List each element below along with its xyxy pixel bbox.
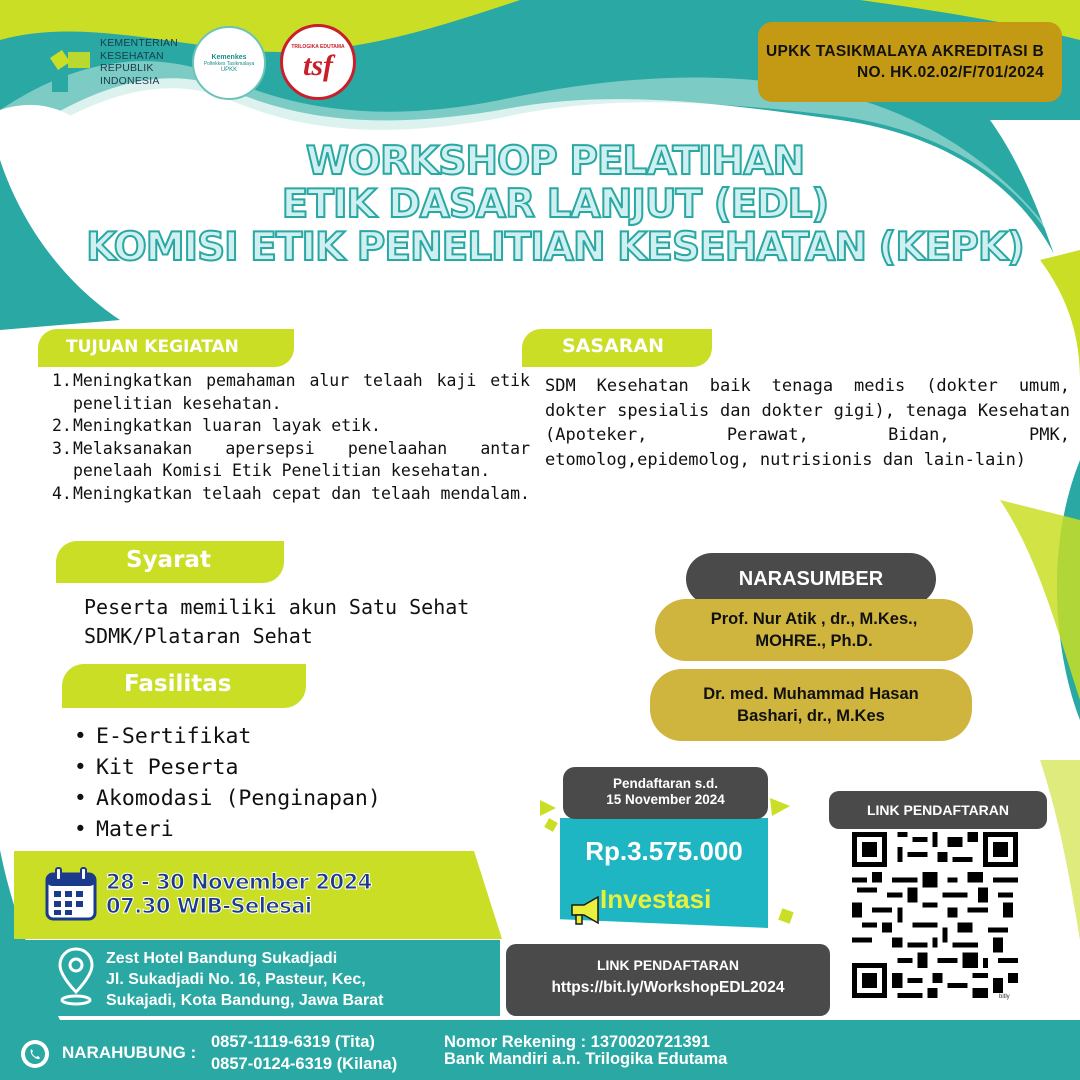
list-item-text: Meningkatkan pemahaman alur telaah kaji etik penelitian kesehatan. xyxy=(73,371,530,413)
contact-phone[interactable]: 0857-1119-6319 (Tita) xyxy=(211,1033,375,1051)
tsf-logo xyxy=(280,24,356,100)
price-label: Investasi xyxy=(600,884,712,914)
deadline-line1: Pendaftaran s.d. xyxy=(612,776,719,791)
title-line1: WORKSHOP PELATIHAN xyxy=(305,139,805,184)
title-line2: ETIK DASAR LANJUT (EDL) xyxy=(281,182,829,227)
syarat-line2: SDMK/Plataran Sehat xyxy=(84,624,313,648)
venue-line3: Sukajadi, Kota Bandung, Jawa Barat xyxy=(106,992,384,1009)
accreditation-badge xyxy=(758,22,1062,102)
syarat-heading: Syarat xyxy=(56,541,284,583)
list-item-number: 2. xyxy=(52,416,72,435)
price-amount: Rp.3.575.000 xyxy=(585,836,743,866)
upkk-logo-line1: Kemenkes xyxy=(211,53,247,61)
speaker-name-line1: Prof. Nur Atik , dr., M.Kes., xyxy=(710,610,918,628)
speaker-card xyxy=(650,669,972,741)
list-item-number: 3. xyxy=(52,438,72,458)
sasaran-text: SDM Kesehatan baik tenaga medis (dokter umum, dokter spesialis dan dokter gigi), tenaga Kesehatan (Apoteker, Perawat, Bidan, PMK, etomolog,epidemolog, nutrisionis dan lain-lain) xyxy=(545,376,1070,470)
syarat-text xyxy=(84,593,544,651)
accreditation-line2: NO. HK.02.02/F/701/2024 xyxy=(857,64,1044,81)
event-time: 07.30 WIB-Selesai xyxy=(106,894,312,918)
qr-code[interactable] xyxy=(852,832,1018,998)
title-line3: KOMISI ETIK PENELITIAN KESEHATAN (KEPK) xyxy=(86,225,1024,270)
tujuan-list xyxy=(52,370,530,505)
registration-deadline xyxy=(563,767,768,819)
list-item: • Kit Peserta xyxy=(74,752,381,783)
org-line: REPUBLIK xyxy=(100,62,154,74)
speaker-name-line1: Dr. med. Muhammad Hasan xyxy=(703,685,919,703)
list-item xyxy=(52,415,530,438)
calendar-icon xyxy=(44,866,98,922)
syarat-line1: Peserta memiliki akun Satu Sehat xyxy=(84,595,470,619)
upkk-logo-line2: Poltekkes Tasikmalaya xyxy=(203,60,255,67)
page-title xyxy=(0,140,1080,269)
registration-link-url[interactable]: https://bit.ly/WorkshopEDL2024 xyxy=(551,979,785,996)
registration-link-box[interactable] xyxy=(506,944,830,1016)
upkk-logo xyxy=(192,26,266,100)
megaphone-icon xyxy=(566,893,604,927)
list-item xyxy=(52,438,530,483)
contact-label: NARAHUBUNG : xyxy=(62,1043,197,1062)
list-item xyxy=(52,370,530,415)
tujuan-heading: TUJUAN KEGIATAN xyxy=(38,329,294,367)
account-bank: Bank Mandiri a.n. Trilogika Edutama xyxy=(444,1050,728,1068)
venue-line2: Jl. Sukadjadi No. 16, Pasteur, Kec, xyxy=(106,971,366,988)
tsf-logo-big: tsf xyxy=(303,48,333,82)
org-line: INDONESIA xyxy=(100,74,160,87)
account-number: Nomor Rekening : 1370020721391 xyxy=(444,1033,710,1051)
speaker-name-line2: Bashari, dr., M.Kes xyxy=(737,707,885,725)
org-line: KEMENTERIAN xyxy=(100,37,179,49)
list-item: • E-Sertifikat xyxy=(74,721,381,752)
speaker-name-line2: MOHRE., Ph.D. xyxy=(755,632,873,650)
list-item xyxy=(52,483,530,506)
qr-brand: bitly xyxy=(999,994,1010,1000)
list-item: • Materi xyxy=(74,814,381,845)
list-item-text: Meningkatkan telaah cepat dan telaah mendalam. xyxy=(73,483,530,503)
upkk-logo-line3: UPKK xyxy=(220,66,238,73)
event-date: 28 - 30 November 2024 xyxy=(106,870,372,894)
list-item-text: Meningkatkan luaran layak etik. xyxy=(73,416,381,435)
narasumber-heading: NARASUMBER xyxy=(686,553,936,605)
list-item-number: 4. xyxy=(52,483,72,503)
list-item-text: Melaksanakan apersepsi penelaahan antar penelaah Komisi Etik Penelitian kesehatan. xyxy=(73,438,530,480)
venue-address xyxy=(106,948,383,1011)
venue-line1: Zest Hotel Bandung Sukadjadi xyxy=(106,950,338,967)
location-pin-icon xyxy=(56,946,96,1008)
list-item: • Akomodasi (Penginapan) xyxy=(74,783,381,814)
list-item-number: 1. xyxy=(52,371,72,390)
speaker-card xyxy=(655,599,973,661)
contact-phone[interactable]: 0857-0124-6319 (Kilana) xyxy=(211,1055,398,1073)
kemenkes-logo-icon xyxy=(28,30,92,94)
sasaran-heading: SASARAN xyxy=(522,329,712,367)
org-line: KESEHATAN xyxy=(100,49,164,62)
tsf-logo-small: TRILOGIKA EDUTAMA xyxy=(291,43,345,50)
accreditation-line1: UPKK TASIKMALAYA AKREDITASI B xyxy=(766,43,1044,60)
qr-code-label: LINK PENDAFTARAN xyxy=(829,791,1047,829)
fasilitas-list xyxy=(74,721,381,845)
registration-link-label: LINK PENDAFTARAN xyxy=(596,957,740,973)
kemenkes-logo xyxy=(28,30,178,94)
fasilitas-heading: Fasilitas xyxy=(62,664,306,708)
whatsapp-icon xyxy=(20,1039,50,1069)
deadline-line2: 15 November 2024 xyxy=(606,792,725,807)
